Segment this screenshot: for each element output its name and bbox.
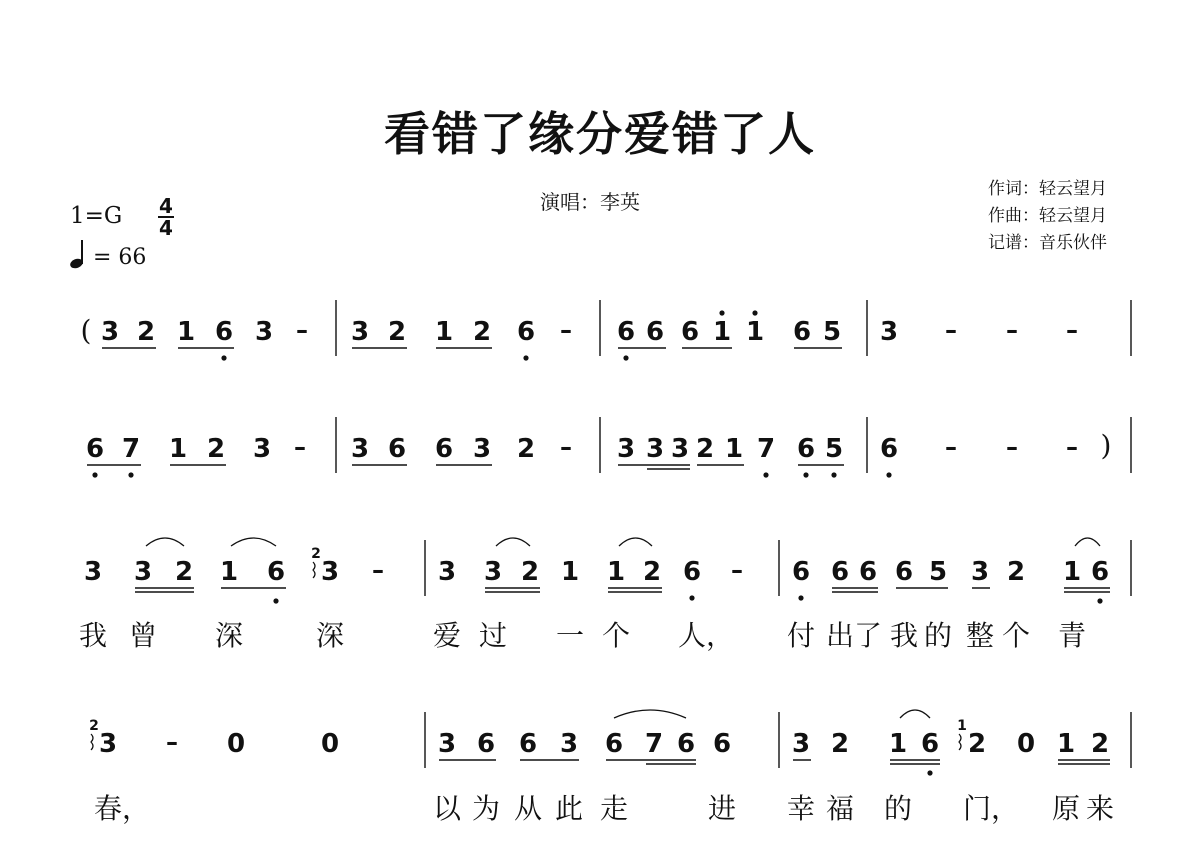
note: 6 bbox=[434, 434, 454, 464]
open-paren: ( bbox=[80, 314, 92, 347]
note: 2 bbox=[174, 557, 194, 587]
lyric-char: 人， bbox=[678, 619, 735, 652]
note: 0 bbox=[226, 729, 246, 759]
note: 5 bbox=[824, 434, 844, 464]
octave-dot bbox=[798, 595, 803, 600]
lyric-char: 深 bbox=[215, 619, 244, 652]
lyric-char: 门， bbox=[963, 792, 1020, 825]
lyric-char: 从 bbox=[514, 792, 543, 825]
note: 1 bbox=[176, 317, 196, 347]
note: 3 bbox=[437, 729, 457, 759]
tempo-value: = 66 bbox=[93, 245, 147, 270]
time-signature-bottom: 4 bbox=[159, 216, 173, 240]
note: 6 bbox=[894, 557, 914, 587]
note: 6 bbox=[604, 729, 624, 759]
lyric-char: 个 bbox=[1002, 619, 1031, 652]
note: 6 bbox=[85, 434, 105, 464]
note: 2 bbox=[472, 317, 492, 347]
note: 1 bbox=[745, 317, 765, 347]
lyric-char: 出 bbox=[826, 619, 855, 652]
octave-dot bbox=[623, 355, 628, 360]
octave-dot bbox=[927, 770, 932, 775]
rest-dash: – bbox=[945, 316, 957, 344]
octave-dot bbox=[719, 310, 724, 315]
note: 2 bbox=[642, 557, 662, 587]
octave-dot bbox=[763, 472, 768, 477]
note: 6 bbox=[476, 729, 496, 759]
octave-dot bbox=[273, 598, 278, 603]
octave-dot bbox=[803, 472, 808, 477]
octave-dot bbox=[831, 472, 836, 477]
note: 3 bbox=[350, 434, 370, 464]
slur bbox=[496, 538, 530, 546]
slur bbox=[1075, 538, 1100, 546]
note: 1 bbox=[1056, 729, 1076, 759]
note: 5 bbox=[822, 317, 842, 347]
lyric-char: 春， bbox=[94, 792, 151, 825]
note: 0 bbox=[320, 729, 340, 759]
note: 2 bbox=[136, 317, 156, 347]
note: 7 bbox=[644, 729, 664, 759]
note: 1 bbox=[560, 557, 580, 587]
note: 6 bbox=[1090, 557, 1110, 587]
lyric-char: 深 bbox=[316, 619, 345, 652]
note: 1 bbox=[434, 317, 454, 347]
note: 6 bbox=[796, 434, 816, 464]
lyric-char: 整 bbox=[966, 619, 995, 652]
note: 2 bbox=[387, 317, 407, 347]
note: 6 bbox=[214, 317, 234, 347]
lyric-char: 以 bbox=[433, 792, 462, 825]
note: 3 bbox=[98, 729, 118, 759]
note: 2 bbox=[967, 729, 987, 759]
note: 6 bbox=[518, 729, 538, 759]
note: 1 bbox=[606, 557, 626, 587]
note: 6 bbox=[920, 729, 940, 759]
grace-note: 2 bbox=[89, 718, 99, 734]
note: 3 bbox=[645, 434, 665, 464]
slur bbox=[146, 538, 184, 546]
lyric-char: 的 bbox=[884, 792, 913, 825]
note: 6 bbox=[676, 729, 696, 759]
note: 7 bbox=[756, 434, 776, 464]
lyric-char: 福 bbox=[826, 792, 855, 825]
note: 3 bbox=[670, 434, 690, 464]
lyric-char: 的 bbox=[924, 619, 953, 652]
note: 6 bbox=[616, 317, 636, 347]
octave-dot bbox=[221, 355, 226, 360]
note: 5 bbox=[928, 557, 948, 587]
note: 6 bbox=[791, 557, 811, 587]
slur bbox=[619, 538, 652, 546]
note: 2 bbox=[516, 434, 536, 464]
lyric-char: 个 bbox=[602, 619, 631, 652]
note: 3 bbox=[252, 434, 272, 464]
rest-dash: – bbox=[731, 556, 743, 584]
lyric-char: 为 bbox=[472, 792, 501, 825]
note: 3 bbox=[559, 729, 579, 759]
note: 7 bbox=[121, 434, 141, 464]
note: 6 bbox=[516, 317, 536, 347]
note: 6 bbox=[682, 557, 702, 587]
song-title: 看错了缘分爱错了人 bbox=[384, 107, 816, 161]
lyric-char: 了 bbox=[854, 619, 883, 652]
octave-dot bbox=[1097, 598, 1102, 603]
note: 6 bbox=[858, 557, 878, 587]
composer: 作曲：轻云望月 bbox=[988, 206, 1107, 226]
note: 3 bbox=[879, 317, 899, 347]
rest-dash: – bbox=[294, 433, 306, 461]
grace-tie bbox=[313, 562, 315, 578]
transcriber: 记谱：音乐伙伴 bbox=[988, 233, 1107, 253]
lyric-char: 过 bbox=[479, 619, 508, 652]
note: 3 bbox=[100, 317, 120, 347]
octave-dot bbox=[128, 472, 133, 477]
octave-dot bbox=[752, 310, 757, 315]
note: 6 bbox=[266, 557, 286, 587]
note: 1 bbox=[168, 434, 188, 464]
lyric-char: 来 bbox=[1086, 792, 1115, 825]
note: 3 bbox=[483, 557, 503, 587]
note: 2 bbox=[206, 434, 226, 464]
lyric-char: 原 bbox=[1052, 792, 1081, 825]
rest-dash: – bbox=[1066, 316, 1078, 344]
note: 3 bbox=[83, 557, 103, 587]
lyric-char: 走 bbox=[600, 792, 629, 825]
note: 3 bbox=[133, 557, 153, 587]
note: 6 bbox=[792, 317, 812, 347]
close-paren: ) bbox=[1100, 429, 1112, 462]
lyric-char: 青 bbox=[1058, 619, 1087, 652]
note: 1 bbox=[888, 729, 908, 759]
note: 0 bbox=[1016, 729, 1036, 759]
grace-note: 2 bbox=[311, 546, 321, 562]
note: 3 bbox=[970, 557, 990, 587]
rest-dash: – bbox=[296, 316, 308, 344]
octave-dot bbox=[523, 355, 528, 360]
slur bbox=[231, 538, 276, 546]
octave-dot bbox=[689, 595, 694, 600]
lyric-char: 我 bbox=[79, 619, 108, 652]
note: 3 bbox=[472, 434, 492, 464]
note: 2 bbox=[520, 557, 540, 587]
rest-dash: – bbox=[1006, 433, 1018, 461]
lyric-char: 进 bbox=[708, 792, 737, 825]
note: 1 bbox=[724, 434, 744, 464]
rest-dash: – bbox=[1066, 433, 1078, 461]
rest-dash: – bbox=[560, 316, 572, 344]
note: 1 bbox=[712, 317, 732, 347]
grace-note: 1 bbox=[957, 718, 967, 734]
note: 3 bbox=[350, 317, 370, 347]
lyric-char: 我 bbox=[890, 619, 919, 652]
note: 2 bbox=[695, 434, 715, 464]
octave-dot bbox=[886, 472, 891, 477]
slur bbox=[900, 710, 930, 718]
rest-dash: – bbox=[560, 433, 572, 461]
lyric-char: 曾 bbox=[129, 619, 158, 652]
note: 6 bbox=[879, 434, 899, 464]
grace-tie bbox=[959, 734, 961, 750]
performer: 演唱：李英 bbox=[540, 190, 640, 214]
lyric-char: 付 bbox=[787, 619, 816, 652]
note: 6 bbox=[387, 434, 407, 464]
note: 3 bbox=[437, 557, 457, 587]
note: 6 bbox=[645, 317, 665, 347]
lyric-char: 一 bbox=[556, 619, 585, 652]
note: 3 bbox=[791, 729, 811, 759]
lyric-char: 幸 bbox=[787, 792, 816, 825]
note: 2 bbox=[1006, 557, 1026, 587]
note: 6 bbox=[680, 317, 700, 347]
time-signature-top: 4 bbox=[159, 194, 173, 218]
note: 2 bbox=[1090, 729, 1110, 759]
key-signature: 1=G bbox=[70, 203, 123, 229]
lyric-char: 爱 bbox=[433, 619, 462, 652]
rest-dash: – bbox=[945, 433, 957, 461]
note: 3 bbox=[616, 434, 636, 464]
note: 3 bbox=[254, 317, 274, 347]
note: 3 bbox=[320, 557, 340, 587]
note: 1 bbox=[1062, 557, 1082, 587]
rest-dash: – bbox=[1006, 316, 1018, 344]
lyric-char: 此 bbox=[555, 792, 584, 825]
octave-dot bbox=[92, 472, 97, 477]
slur bbox=[614, 710, 686, 718]
note: 1 bbox=[219, 557, 239, 587]
lyricist: 作词：轻云望月 bbox=[988, 179, 1107, 199]
note: 6 bbox=[712, 729, 732, 759]
note: 6 bbox=[830, 557, 850, 587]
note: 2 bbox=[830, 729, 850, 759]
rest-dash: – bbox=[372, 556, 384, 584]
rest-dash: – bbox=[166, 728, 178, 756]
grace-tie bbox=[91, 734, 93, 750]
